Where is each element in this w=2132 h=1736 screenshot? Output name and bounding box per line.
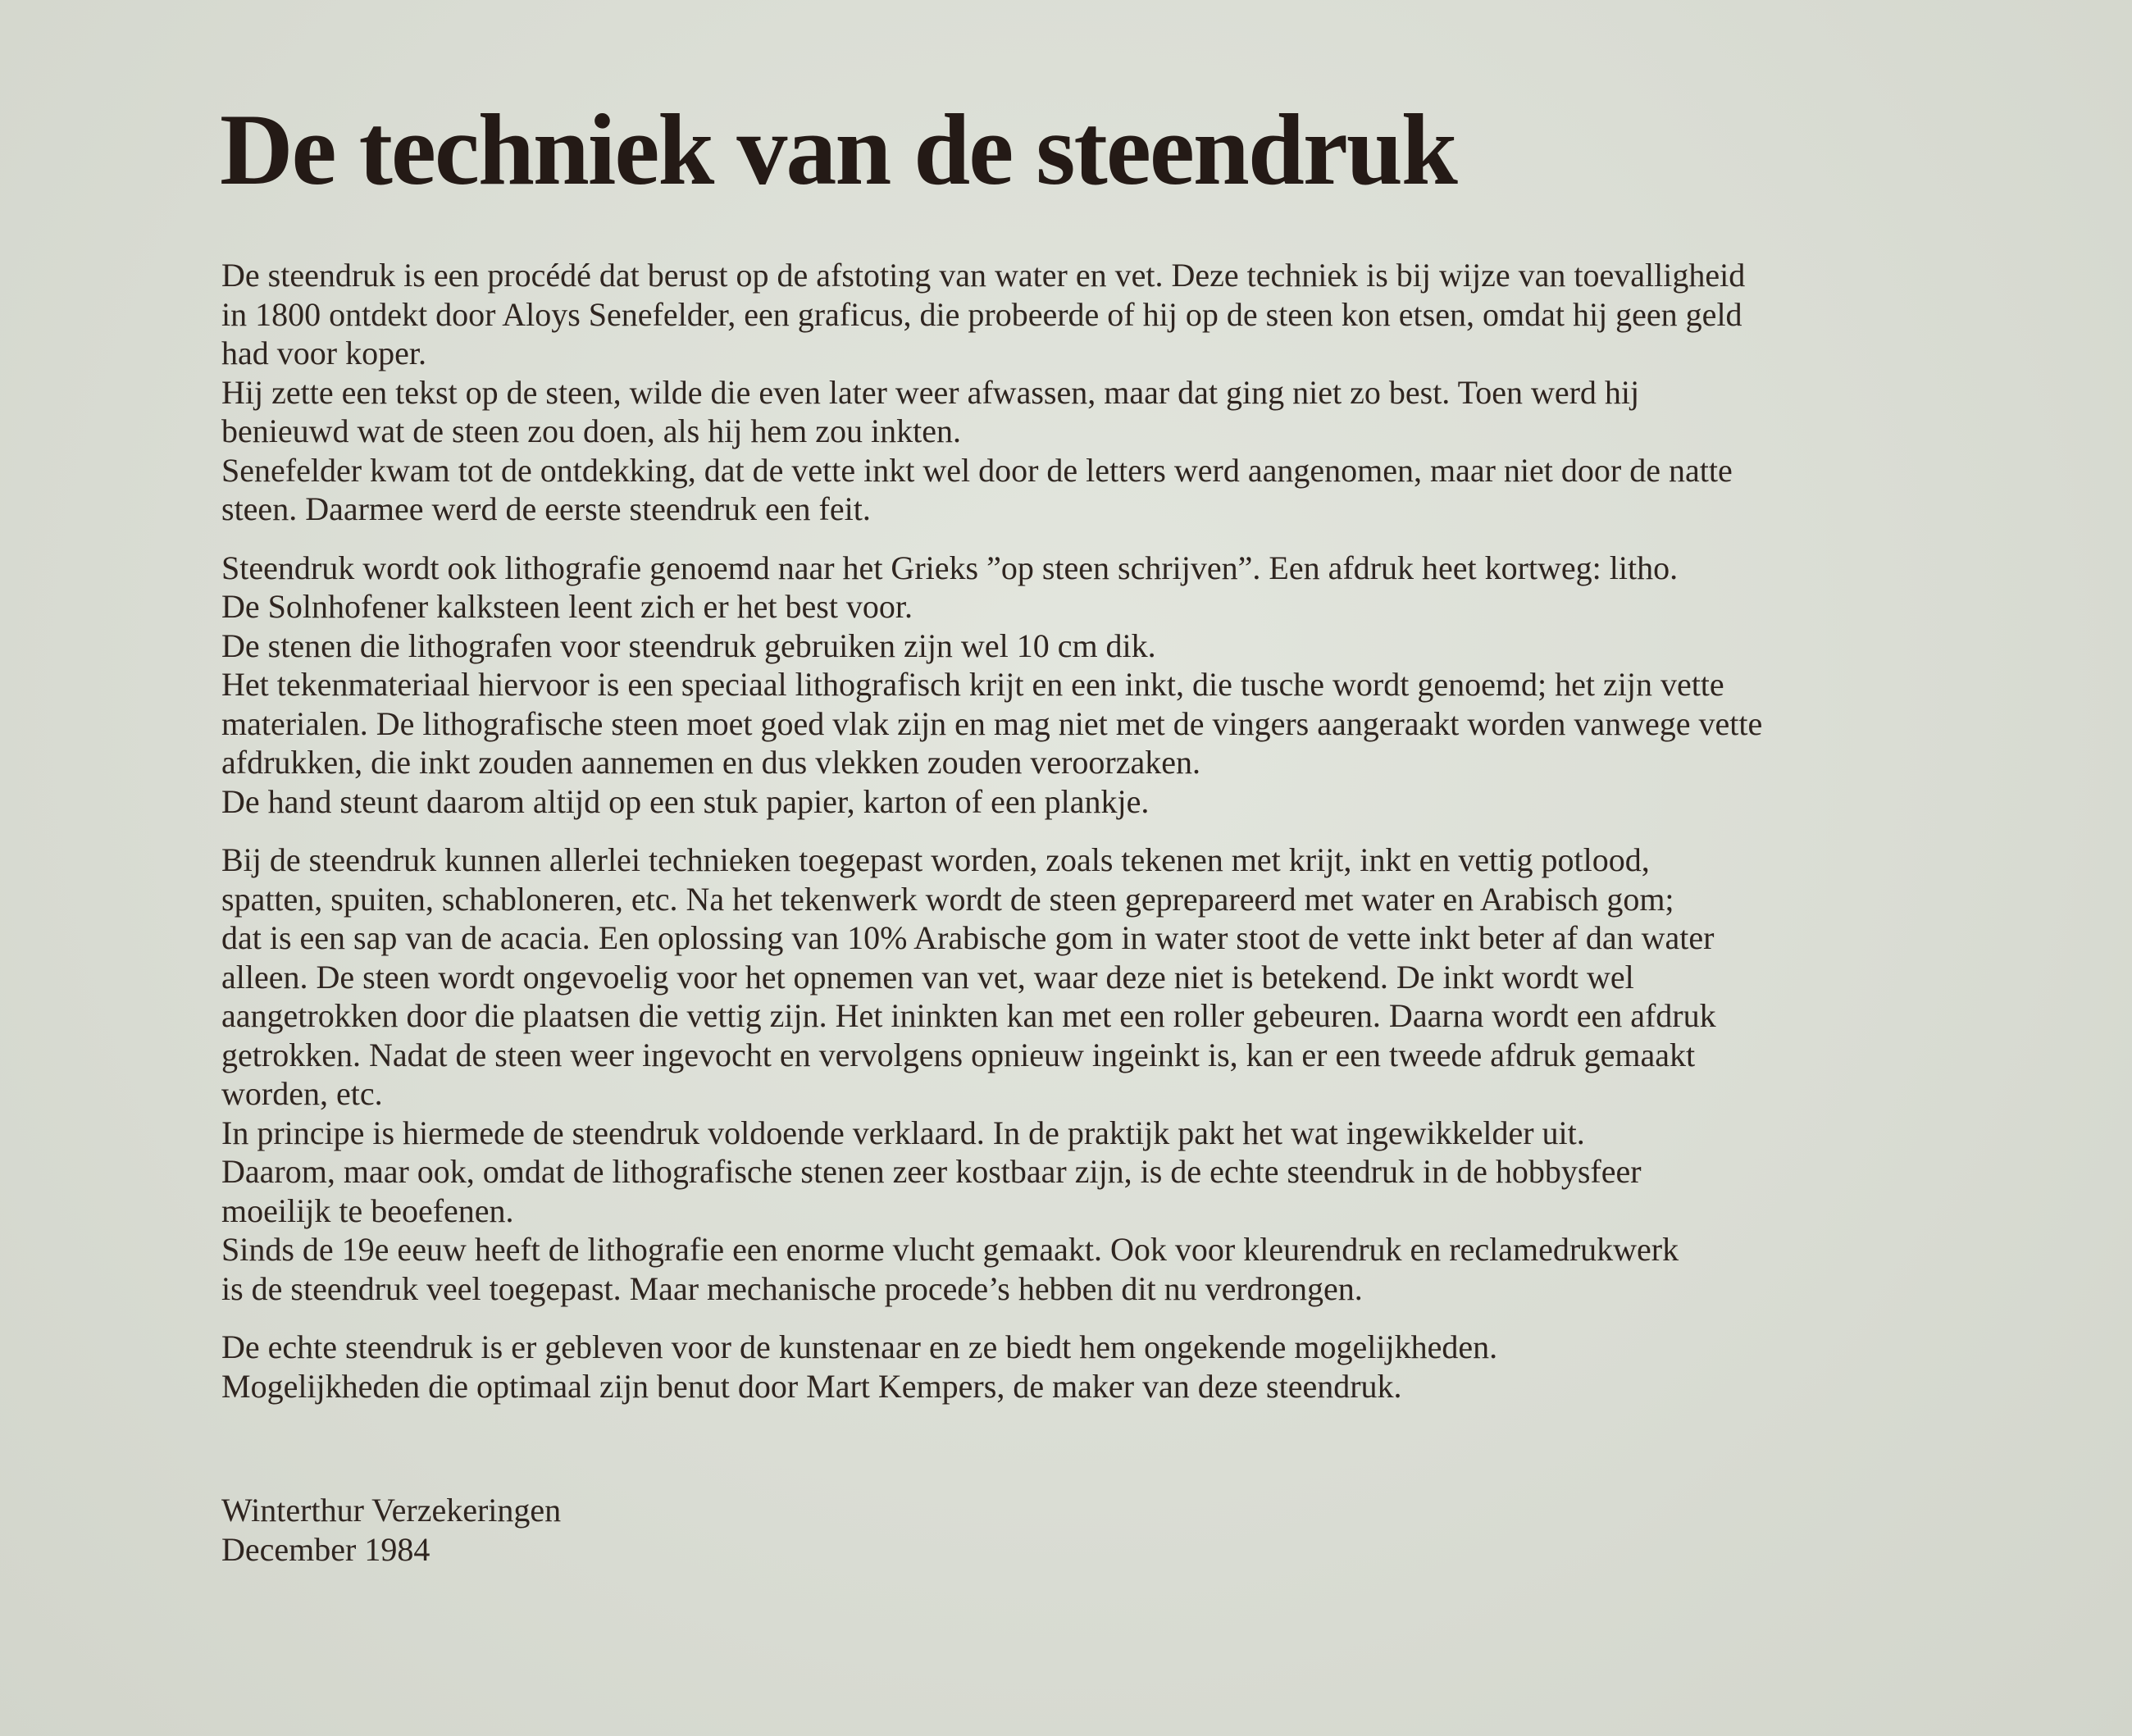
- text-line: alleen. De steen wordt ongevoelig voor het opnemen van vet, waar deze niet is betekend. De inkt wordt wel: [221, 958, 1634, 996]
- text-line: in 1800 ontdekt door Aloys Senefelder, een graficus, die probeerde of hij op de steen kon etsen, omdat hij geen geld: [221, 295, 1742, 333]
- text-line: afdrukken, die inkt zouden aannemen en dus vlekken zouden veroorzaken.: [221, 744, 1200, 781]
- signature-date: December 1984: [221, 1530, 430, 1568]
- text-line: In principe is hiermede de steendruk voldoende verklaard. In de praktijk pakt het wat ingewikkelder uit.: [221, 1114, 1585, 1151]
- text-line: Senefelder kwam tot de ontdekking, dat de vette inkt wel door de letters werd aangenomen, maar niet door de natte: [221, 451, 1733, 489]
- text-line: Het tekenmateriaal hiervoor is een speciaal lithografisch krijt en een inkt, die tusche wordt genoemd; het zijn vette: [221, 666, 1724, 703]
- text-line: Mogelijkheden die optimaal zijn benut door Mart Kempers, de maker van deze steendruk.: [221, 1367, 1402, 1405]
- text-line: De stenen die lithografen voor steendruk gebruiken zijn wel 10 cm dik.: [221, 627, 1156, 664]
- text-line: De hand steunt daarom altijd op een stuk papier, karton of een plankje.: [221, 782, 1150, 820]
- signature-organization: Winterthur Verzekeringen: [221, 1492, 562, 1529]
- text-line: had voor koper.: [221, 335, 426, 371]
- paragraph-3: [221, 841, 1960, 1308]
- signature-block: [221, 1491, 561, 1569]
- page-title: De techniek van de steendruk: [220, 93, 1456, 206]
- paragraph-1: [221, 256, 1960, 529]
- text-line: Bij de steendruk kunnen allerlei technieken toegepast worden, zoals tekenen met krijt, inkt en vettig potlood,: [221, 841, 1650, 878]
- text-line: De Solnhofener kalksteen leent zich er het best voor.: [221, 588, 913, 625]
- text-line: moeilijk te beoefenen.: [221, 1192, 514, 1229]
- text-line: materialen. De lithografische steen moet goed vlak zijn en mag niet met de vingers aangeraakt worden vanwege vette: [221, 704, 1763, 742]
- text-line: Sinds de 19e eeuw heeft de lithografie een enorme vlucht gemaakt. Ook voor kleurendruk en reclamedrukwerk: [221, 1231, 1679, 1268]
- paragraph-4: [221, 1328, 1960, 1406]
- text-line: De echte steendruk is er gebleven voor de kunstenaar en ze biedt hem ongekende mogelijkheden.: [221, 1328, 1498, 1365]
- text-line: Hij zette een tekst op de steen, wilde die even later weer afwassen, maar dat ging niet zo best. Toen werd hij: [221, 373, 1640, 411]
- text-line: steen. Daarmee werd de eerste steendruk een feit.: [221, 490, 871, 527]
- text-line: is de steendruk veel toegepast. Maar mechanische procede’s hebben dit nu verdrongen.: [221, 1269, 1363, 1307]
- text-line: getrokken. Nadat de steen weer ingevocht en vervolgens opnieuw ingeinkt is, kan er een tweede afdruk gemaakt: [221, 1036, 1696, 1073]
- text-line: benieuwd wat de steen zou doen, als hij hem zou inkten.: [221, 412, 961, 449]
- text-line: Steendruk wordt ook lithografie genoemd naar het Grieks ”op steen schrijven”. Een afdruk heet kortweg: litho.: [221, 549, 1679, 586]
- text-line: worden, etc.: [221, 1075, 383, 1112]
- text-line: De steendruk is een procédé dat berust op de afstoting van water en vet. Deze techniek is bij wijze van toevalligheid: [221, 257, 1746, 294]
- text-line: spatten, spuiten, schabloneren, etc. Na het tekenwerk wordt de steen geprepareerd met water en Arabisch gom;: [221, 880, 1674, 918]
- document-body: [221, 256, 1960, 1425]
- text-line: aangetrokken door die plaatsen die vettig zijn. Het ininkten kan met een roller gebeuren. Daarna wordt een afdruk: [221, 997, 1716, 1034]
- text-line: dat is een sap van de acacia. Een oplossing van 10% Arabische gom in water stoot de vette inkt beter af dan water: [221, 919, 1715, 956]
- text-line: Daarom, maar ook, omdat de lithografische stenen zeer kostbaar zijn, is de echte steendruk in de hobbysfeer: [221, 1153, 1642, 1190]
- paragraph-2: [221, 549, 1960, 822]
